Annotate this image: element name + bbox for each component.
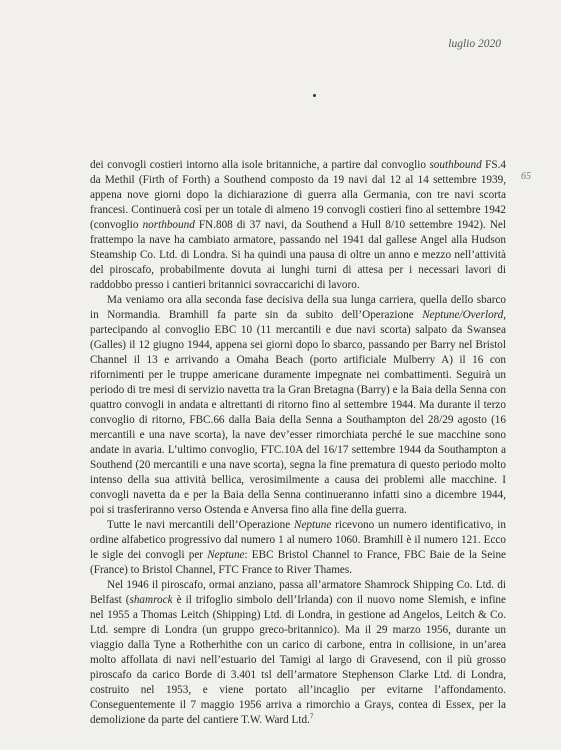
page-number: 65: [521, 171, 531, 182]
text-run: FS.4 da Methil (Firth of Forth) a Southend composto da 19 navi dal 12 al 14 settembre 1939, appena nove giorni dopo la dichiarazione di guerra alla Germania, con tre navi scorta francesi. Continuerà così per un totale di almeno 19 convogli costieri fino al settembre 1942 (convoglio: [90, 159, 506, 231]
text-run: Ma veniamo ora alla seconda fase decisiva della sua lunga carriera, quella dello sbarco in Normandia. Bramhill fa parte sin da subito dell’Operazione: [90, 294, 506, 321]
paragraph-3: [90, 518, 506, 578]
text-run: , partecipando al convoglio EBC 10 (11 mercantili e due navi scorta) salpato da Swansea (Galles) il 12 giugno 1944, appena sei giorni dopo lo sbarco, passando per Barry nel Bristol Channel il 13 e arrivando a Omaha Beach (porto artificiale Mulberry A) il 16 con rifornimenti per le truppe americane duramente impegnate nei combattimenti. Seguirà un periodo di tre mesi di servizio navetta tra la Gran Bretagna (Barry) e la Baia della Senna con quattro convogli in andata e altrettanti di ritorno fino al settembre 1944. Ma durante il terzo convoglio di ritorno, FBC.66 dalla Baia della Senna a Southampton del 28/29 agosto (16 mercantili e una nave scorta), la nave dev’esser rimorchiata perché le sue macchine sono andate in avaria. L’ultimo convoglio, FTC.10A del 16/17 settembre 1944 da Southampton a Southend (20 mercantili e una nave scorta), segna la fine prematura di questo periodo molto intenso della sua attività bellica, verosimilmente a causa dei problemi alle macchine. I convogli navetta da e per la Baia della Senna continueranno infatti sino a dicembre 1944, poi si trasferiranno verso Ostenda e Anversa fino alla fine della guerra.: [90, 309, 506, 516]
text-run: : EBC Bristol Channel to France, FBC Baie de la Seine (France) to Bristol Channel, FTC France to River Thames.: [90, 549, 506, 576]
printer-dot-mark: [313, 94, 316, 97]
paragraph-2: [90, 293, 506, 518]
italic-run: northbound: [142, 219, 195, 231]
text-run: Tutte le navi mercantili dell’Operazione: [107, 519, 294, 531]
italic-run: southbound: [429, 159, 482, 171]
text-run: è il trifoglio simbolo dell’Irlanda) con il nuovo nome Slemish, e infine nel 1955 a Thomas Leitch (Shipping) Ltd. di Londra, in gestione ad Angelos, Leitch & Co. Ltd. sempre di Londra (un gruppo greco-britannico). Ma il 29 marzo 1956, durante un viaggio dalla Tyne a Rotherhithe con un carico di carbone, entra in collisione, in un’area molto affollata di navi nell’estuario del Tamigi al largo di Gravesend, con il più grosso piroscafo da carico Borde di 3.401 tsl dell’armatore Stephenson Clarke Ltd. di Londra, costruito nel 1953, e viene portato all’incaglio per evitarne l’affondamento. Conseguentemente il 7 maggio 1956 arriva a rimorchio a Grays, contea di Essex, per la demolizione da parte del cantiere T.W. Ward Ltd.: [90, 594, 506, 726]
italic-run: Neptune: [294, 519, 332, 531]
paragraph-1: [90, 158, 506, 293]
running-header: luglio 2020: [448, 38, 501, 50]
text-run: dei convogli costieri intorno alla isole britanniche, a partire dal convoglio: [90, 159, 430, 171]
paragraph-4: [90, 578, 506, 728]
text-run: FN.808 di 37 navi, da Southend a Hull 8/10 settembre 1942). Nel frattempo la nave ha cambiato armatore, passando nel 1941 dal gallese Angel alla Hudson Steamship Co. Ltd. di Londra. Si ha quindi una pausa di oltre un anno e mezzo nell’attività del piroscafo, probabilmente dovuta ai lunghi turni di attesa per i necessari lavori di raddobbo presso i cantieri britannici sovraccarichi di lavoro.: [90, 219, 506, 291]
italic-run: shamrock: [129, 594, 173, 606]
body-text: [90, 158, 506, 728]
footnote-ref: 7: [309, 712, 314, 721]
italic-run: Neptune/Overlord: [422, 309, 504, 321]
text-run: Nel 1946 il piroscafo, ormai anziano, passa all’armatore Shamrock Shipping Co. Ltd. di Belfast (: [90, 579, 506, 606]
italic-run: Neptune: [207, 549, 245, 561]
text-run: ricevono un numero identificativo, in ordine alfabetico progressivo dal numero 1 al numero 1060. Bramhill è il numero 121. Ecco le sigle dei convogli per: [90, 519, 506, 561]
